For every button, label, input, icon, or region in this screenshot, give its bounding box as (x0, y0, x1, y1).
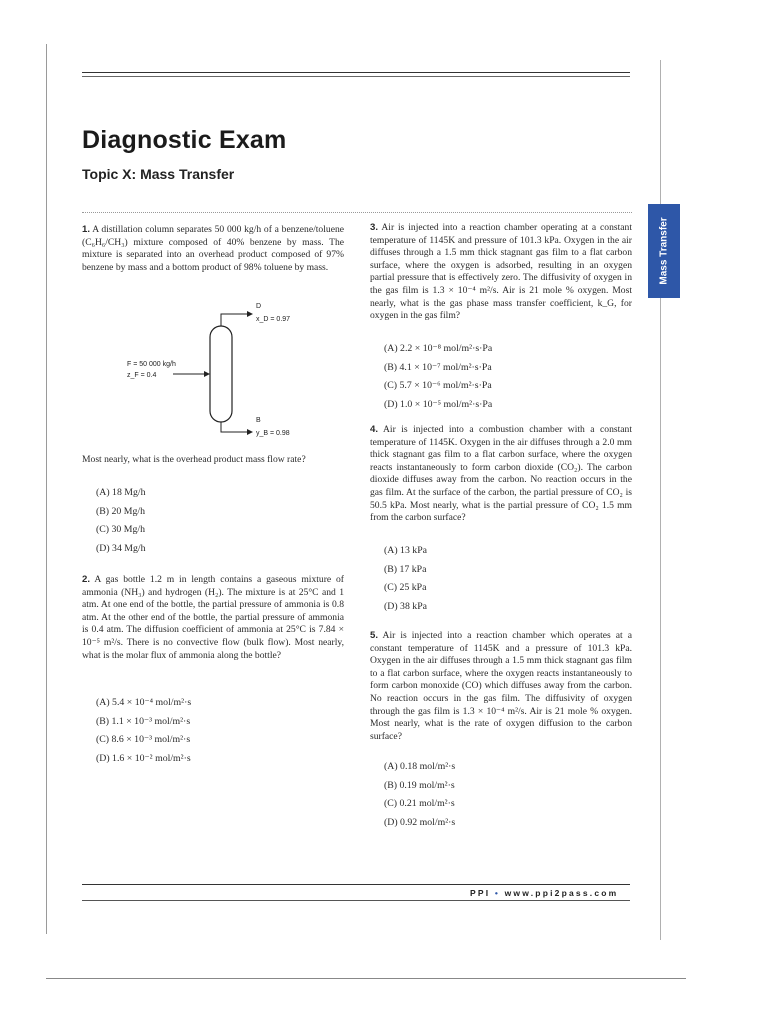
footer-brand (470, 888, 618, 898)
question-2-text: A gas bottle 1.2 m in length contains a gaseous mixture of ammonia (NH₃) and hydrogen (H₂). The mixture is at 25°C and 1 atm. At one end of the bottle, the partial pressure of ammonia is 0.8 atm. At the other end of the bottle, the partial pressure of ammonia is 0.4 atm. The diffusion coefficient of ammonia at 25°C is 7.84 × 10⁻⁵ m²/s. There is no convective flow (bulk flow). Most nearly, what is the molar flux of ammonia along the bottle? (82, 574, 345, 661)
top-product-label: D (256, 303, 262, 310)
column-body (210, 326, 232, 422)
question-4-options (384, 542, 427, 616)
option-c: (C) 25 kPa (384, 582, 427, 593)
question-2-options (96, 694, 191, 768)
option-b: (B) 20 Mg/h (96, 505, 145, 517)
bottom-arrow-icon (247, 429, 253, 435)
question-4 (370, 424, 632, 525)
option-d: (D) 1.0 × 10⁻⁵ mol/m²·s·Pa (384, 398, 493, 410)
bottom-product-label: B (256, 417, 261, 424)
footer-publisher: PPI (470, 888, 491, 898)
option-a: (A) 18 Mg/h (96, 487, 146, 498)
page-title: Diagnostic Exam (82, 126, 287, 154)
footer-rule-bottom (82, 900, 630, 901)
option-c: (C) 30 Mg/h (96, 524, 145, 535)
option-b: (B) 0.19 mol/m²·s (384, 779, 455, 791)
option-a: (A) 5.4 × 10⁻⁴ mol/m²·s (96, 697, 192, 708)
side-tab-label: Mass Transfer (658, 217, 670, 285)
question-3-text: Air is injected into a reaction chamber operating at a constant temperature of 1145K and pressure of 101.3 kPa. Oxygen in the air diffuses through a 1.5 mm thick stagnant gas film to a flat carbon surface, where the oxygen is adsorbed, resulting in an oxygen partial pressure that is effectively zero. The diffusivity of oxygen in the gas film is 1.3 × 10⁻⁴ m²/s. Air is 21 mole % oxygen. Most nearly, what is the gas phase mass transfer coefficient, k_G, for oxygen in the gas film? (370, 222, 632, 322)
distillation-column-diagram (115, 300, 315, 440)
question-5-number: 5. (370, 630, 379, 641)
bottom-stream-line (221, 422, 247, 432)
header-rule-top (82, 72, 630, 73)
question-1-options (96, 484, 146, 558)
page-edge-left (46, 44, 47, 934)
page-subtitle: Topic X: Mass Transfer (82, 166, 235, 182)
option-a: (A) 2.2 × 10⁻⁸ mol/m²·s·Pa (384, 343, 493, 354)
option-c: (C) 5.7 × 10⁻⁶ mol/m²·s·Pa (384, 380, 492, 391)
option-a: (A) 0.18 mol/m²·s (384, 761, 456, 772)
question-2 (82, 574, 344, 662)
scan-edge-bottom (46, 978, 686, 979)
question-3-options (384, 340, 492, 414)
option-b: (B) 1.1 × 10⁻³ mol/m²·s (96, 715, 191, 727)
section-divider (82, 212, 632, 213)
side-tab (648, 204, 680, 298)
top-product-fraction: x_D = 0.97 (256, 316, 291, 323)
question-4-number: 4. (370, 424, 379, 435)
question-4-text: Air is injected into a combustion chamber with a constant temperature of 1145K. Oxygen in the air diffuses through a 2.0 mm thick stagnant gas film to a flat carbon surface, where the oxygen reacts instantaneously to form carbon dioxide (CO₂). The carbon dioxide diffuses away from the carbon. No reaction occurs in the gas film. At the surface of the carbon, the partial pressure of CO₂ is 50.5 kPa. Most nearly, what is the partial pressure of CO₂ 1.5 mm from the carbon surface? (370, 424, 633, 524)
question-3-number: 3. (370, 222, 379, 233)
question-5 (370, 630, 632, 743)
footer-rule-top (82, 884, 630, 885)
option-c: (C) 8.6 × 10⁻³ mol/m²·s (96, 734, 191, 745)
question-1 (82, 224, 344, 274)
option-d: (D) 34 Mg/h (96, 542, 146, 554)
option-d: (D) 0.92 mol/m²·s (384, 816, 456, 828)
question-5-text: Air is injected into a reaction chamber which operates at a constant temperature of 1145K and a pressure of 101.3 kPa. Oxygen in the air diffuses through a 1.5 mm thick stagnant gas film to a flat carbon surface, where the oxygen reacts instantaneously to form carbon monoxide (CO) which diffuses away from the carbon. No reaction occurs in the gas film. The diffusivity of oxygen through the gas film is 1.3 × 10⁻⁴ m²/s. Air is 21 mole % oxygen. Most nearly, what is the rate of oxygen diffusion to the carbon surface? (370, 630, 632, 742)
page-edge-right (660, 60, 661, 940)
question-2-number: 2. (82, 574, 91, 585)
footer-bullet: • (494, 888, 501, 898)
top-arrow-icon (247, 311, 253, 317)
footer-url: www.ppi2pass.com (504, 888, 619, 898)
option-d: (D) 1.6 × 10⁻² mol/m²·s (96, 752, 191, 764)
header-rule-second (82, 76, 630, 77)
question-1-number: 1. (82, 224, 91, 235)
option-b: (B) 17 kPa (384, 563, 427, 575)
option-b: (B) 4.1 × 10⁻⁷ mol/m²·s·Pa (384, 361, 492, 373)
bottom-product-fraction: y_B = 0.98 (256, 430, 290, 437)
question-1-text: A distillation column separates 50 000 kg/h of a benzene/toluene (C₆H₆/CH₃) mixture composed of 40% benzene by mass. The mixture is separated into an overhead product composed of 97% benzene by mass and a bottom product of 98% toluene by mass. (82, 224, 345, 273)
top-stream-line (221, 314, 247, 326)
option-a: (A) 13 kPa (384, 545, 427, 556)
question-3 (370, 222, 632, 323)
question-1-prompt: Most nearly, what is the overhead product mass flow rate? (82, 454, 306, 465)
feed-rate-label: F = 50 000 kg/h (127, 361, 176, 368)
feed-arrow-icon (204, 371, 210, 377)
option-d: (D) 38 kPa (384, 600, 427, 612)
option-c: (C) 0.21 mol/m²·s (384, 798, 455, 809)
feed-fraction-label: z_F = 0.4 (127, 372, 157, 379)
question-5-options (384, 758, 455, 832)
